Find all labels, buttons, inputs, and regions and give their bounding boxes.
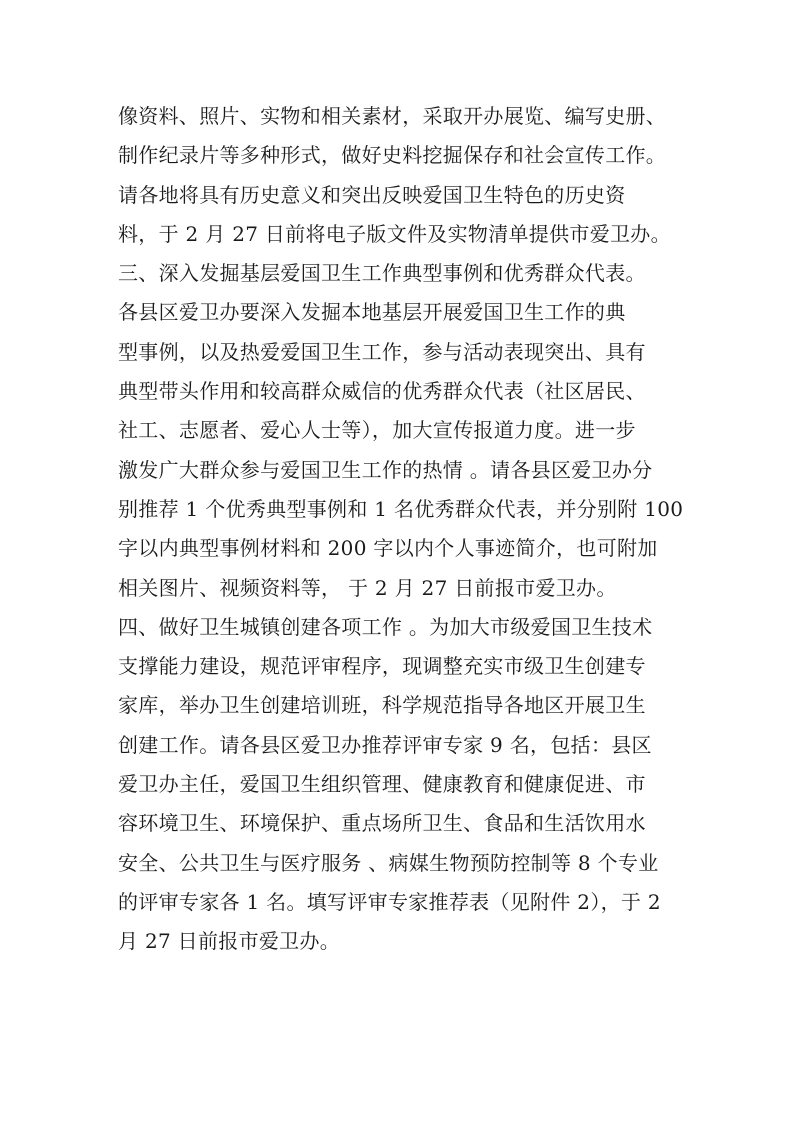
- text-line: 月 27 日前报市爱卫办。: [118, 929, 341, 954]
- text-line: 料，于 2 月 27 日前将电子版文件及实物清单提供市爱卫办。: [118, 221, 671, 246]
- text-line: 爱卫办主任，爱国卫生组织管理、健康教育和健康促进、市: [118, 772, 646, 797]
- text-line: 创建工作。请各县区爱卫办推荐评审专家 9 名，包括：县区: [118, 732, 652, 757]
- text-line: 请各地将具有历史意义和突出反映爱国卫生特色的历史资: [118, 182, 626, 207]
- text-line: 相关图片、视频资料等， 于 2 月 27 日前报市爱卫办。: [118, 575, 617, 600]
- text-line: 安全、公共卫生与医疗服务 、病媒生物预防控制等 8 个专业: [118, 850, 659, 875]
- text-line: 型事例，以及热爱爱国卫生工作，参与活动表现突出、具有: [118, 339, 646, 364]
- text-line: 容环境卫生、环境保护、重点场所卫生、食品和生活饮用水: [118, 811, 646, 836]
- text-line: 的评审专家各 1 名。填写评审专家推荐表（见附件 2），于 2: [118, 889, 661, 914]
- section-heading-line: 三、深入发掘基层爱国卫生工作典型事例和优秀群众代表。: [118, 261, 646, 286]
- text-line: 家库，举办卫生创建培训班，科学规范指导各地区开展卫生: [118, 693, 646, 718]
- document-body: [118, 97, 688, 962]
- text-line: 社工、志愿者、爱心人士等），加大宣传报道力度。进一步: [118, 418, 636, 443]
- text-line: 像资料、照片、实物和相关素材，采取开办展览、编写史册、: [118, 104, 667, 128]
- text-line: 字以内典型事例材料和 200 字以内个人事迹简介，也可附加: [118, 536, 658, 561]
- section-heading-line: 四、做好卫生城镇创建各项工作 。为加大市级爱国卫生技术: [118, 614, 653, 639]
- text-line: 各县区爱卫办要深入发掘本地基层开展爱国卫生工作的典: [118, 300, 626, 325]
- text-line: 别推荐 1 个优秀典型事例和 1 名优秀群众代表，并分别附 100: [118, 496, 684, 521]
- text-line: 典型带头作用和较高群众威信的优秀群众代表（社区居民、: [118, 379, 646, 404]
- text-line: 制作纪录片等多种形式，做好史料挖掘保存和社会宣传工作。: [118, 143, 667, 168]
- text-line: 支撑能力建设，规范评审程序，现调整充实市级卫生创建专: [118, 654, 646, 679]
- text-line: 激发广大群众参与爱国卫生工作的热情 。请各县区爱卫办分: [118, 457, 653, 482]
